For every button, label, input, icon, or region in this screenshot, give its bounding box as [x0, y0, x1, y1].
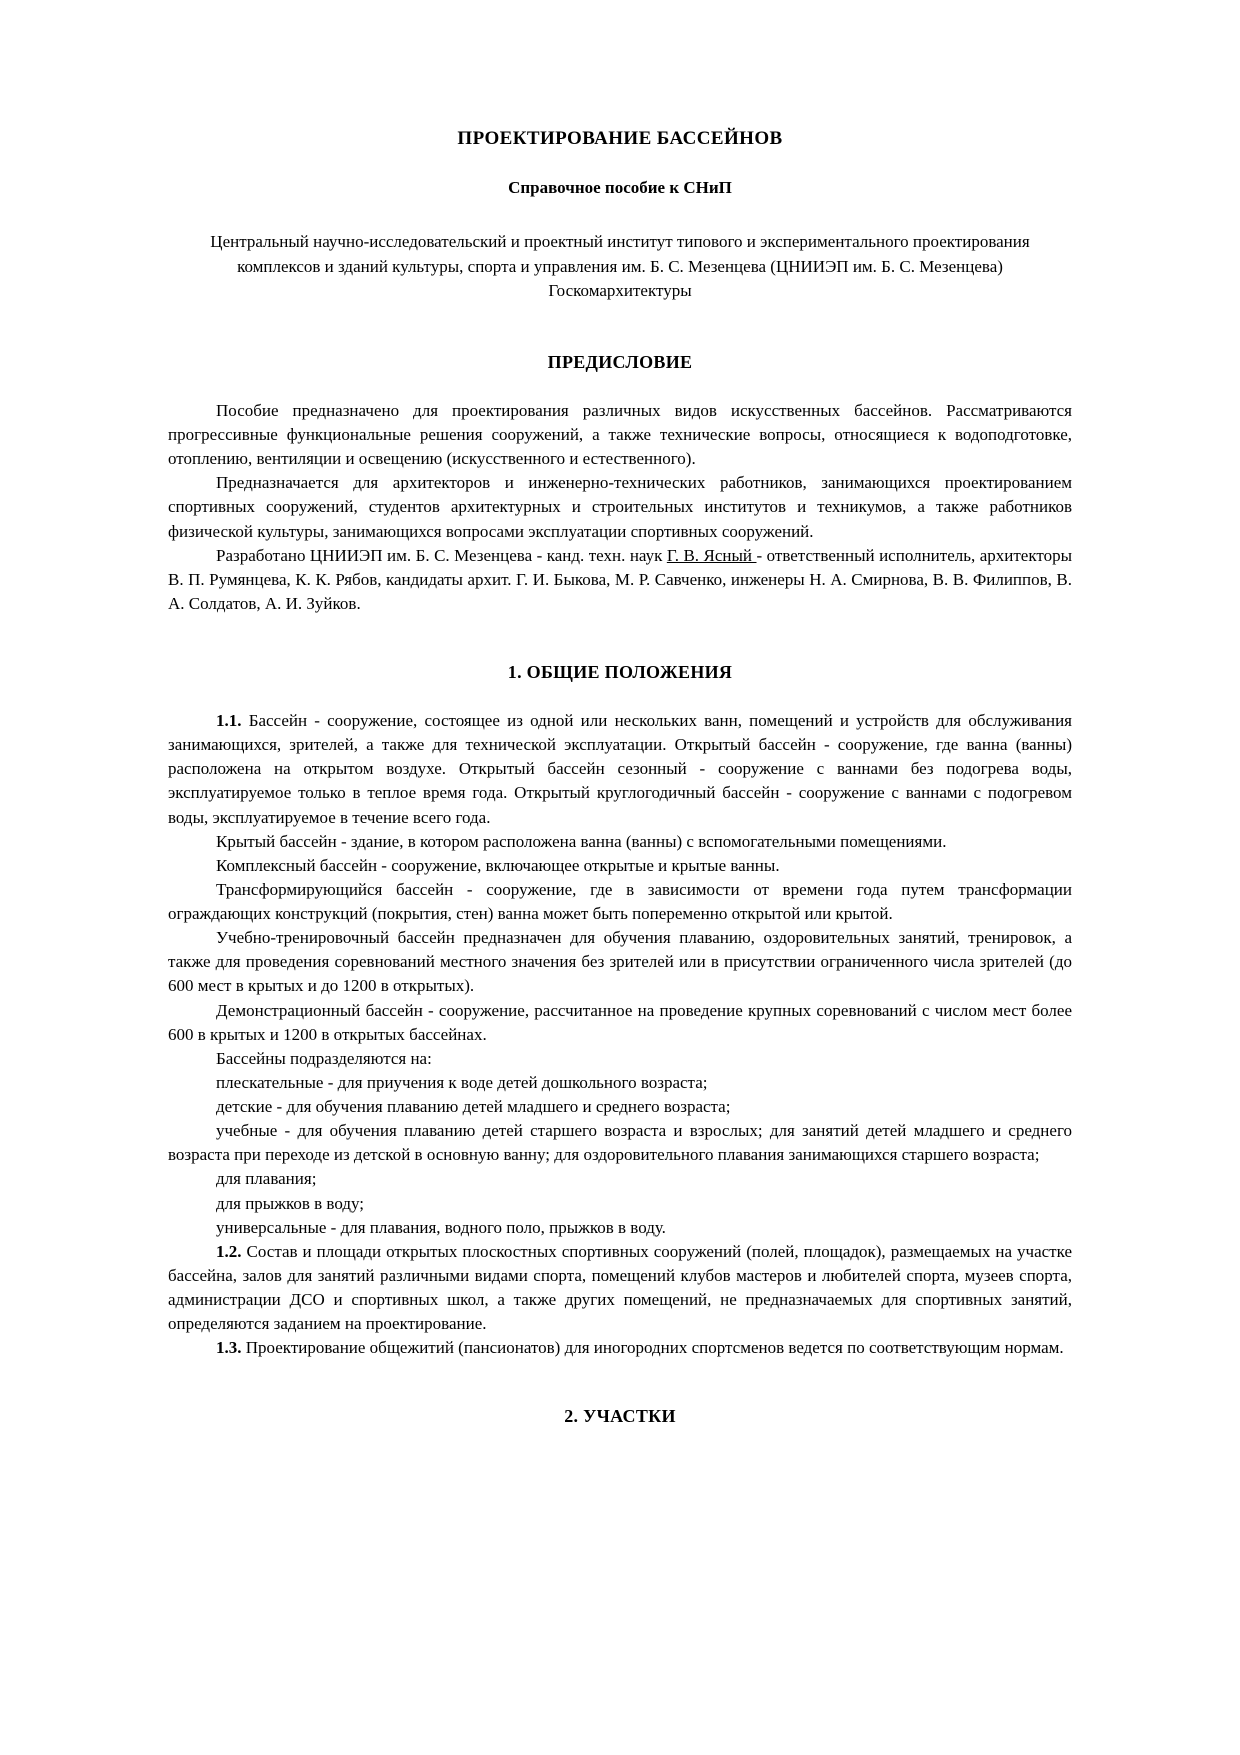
spacer: [168, 1386, 1072, 1406]
preface-heading: ПРЕДИСЛОВИЕ: [547, 351, 693, 372]
clause-1-3: [168, 1336, 1072, 1360]
institute-attribution: Центральный научно-исследовательский и проектный институт типового и экспериментального проектирования комплексов и зданий культуры, спорта и управления им. Б. С. Мезенцева (ЦНИИЭП им. Б. С. Мезенцева) Госкомархитектуры: [210, 232, 1030, 301]
section-1-heading: 1. ОБЩИЕ ПОЛОЖЕНИЯ: [507, 662, 733, 683]
preface-paragraph-2: Предназначается для архитекторов и инженерно-технических работников, занимающихся проектированием спортивных сооружений, студентов архитектурных и строительных институтов и техникумов, а также работников физической культуры, занимающихся вопросами эксплуатации спортивных сооружений.: [168, 473, 1072, 541]
preface-paragraph-1: Пособие предназначено для проектирования различных видов искусственных бассейнов. Рассматриваются прогрессивные функциональные решения сооружений, а также технические вопросы, относящиеся к водоподготовке, отоплению, вентиляции и освещению (искусственного и естественного).: [168, 400, 1072, 469]
clause-1-3-number: 1.3.: [216, 1338, 242, 1358]
preface-author-rest: - ответственный исполнитель, архитекторы В. П. Румянцева, К. К. Рябов, кандидаты архит. Г. И. Быкова, М. Р. Савченко, инженеры Н. А. Смирнова, В. В. Филиппов, В. А. Солдатов, А. И. Зуйков.: [168, 545, 1072, 613]
clause-1-1-number: 1.1.: [216, 711, 242, 731]
clause-1-3-text: Проектирование общежитий (пансионатов) для иногородних спортсменов ведется по соответствующим нормам.: [241, 1338, 1064, 1358]
preface-paragraph-3: [168, 544, 1072, 616]
clause-1-1: [168, 709, 1072, 830]
page-title: ПРОЕКТИРОВАНИЕ БАССЕЙНОВ: [457, 128, 783, 149]
section-2-heading: 2. УЧАСТКИ: [564, 1406, 676, 1427]
preface-author-name: Г. В. Ясный: [666, 545, 757, 565]
clause-1-2-number: 1.2.: [216, 1241, 242, 1261]
paragraph-training-pool: Учебно-тренировочный бассейн предназначен для обучения плаванию, оздоровительных занятий, тренировок, а также для проведения соревнований местного значения без зрителей или в присутствии ограниченного числа зрителей (до 600 мест в крытых и до 1200 в открытых).: [168, 928, 1072, 996]
spacer: [168, 642, 1072, 662]
section-1-body: [168, 709, 1072, 1360]
paragraph-indoor-pool: Крытый бассейн - здание, в котором расположена ванна (ванны) с вспомогательными помещениями.: [216, 831, 947, 851]
paragraph-transform-pool: Трансформирующийся бассейн - сооружение, где в зависимости от времени года путем трансформации ограждающих конструкций (покрытия, стен) ванна может быть попеременно открытой или крытой.: [168, 879, 1072, 924]
list-item-children: детские - для обучения плаванию детей младшего и среднего возраста;: [216, 1097, 731, 1117]
list-item-universal: универсальные - для плавания, водного поло, прыжков в воду.: [216, 1217, 666, 1237]
list-item-diving: для прыжков в воду;: [216, 1193, 364, 1213]
list-item-paddling: плескательные - для приучения к воде детей дошкольного возраста;: [216, 1072, 708, 1092]
clause-1-2: [168, 1240, 1072, 1337]
paragraph-classification-lead: Бассейны подразделяются на:: [216, 1048, 432, 1068]
preface-body: [168, 399, 1072, 616]
document-subtitle: Справочное пособие к СНиП: [508, 178, 732, 197]
paragraph-demo-pool: Демонстрационный бассейн - сооружение, рассчитанное на проведение крупных соревнований с числом мест более 600 в крытых и 1200 в открытых бассейнах.: [168, 1000, 1072, 1044]
clause-1-2-text: Состав и площади открытых плоскостных спортивных сооружений (полей, площадок), размещаемых на участке бассейна, залов для занятий различными видами спорта, помещений клубов мастеров и любителей спорта, музеев спорта, администрации ДСО и спортивных школ, а также других помещений, не предназначаемых для спортивных занятий, определяются заданием на проектирование.: [168, 1241, 1072, 1334]
list-item-educational: учебные - для обучения плаванию детей старшего возраста и взрослых; для занятий детей младшего и среднего возраста при переходе из детской в основную ванну; для оздоровительного плавания занимающихся старшего возраста;: [168, 1121, 1072, 1165]
clause-1-1-text: Бассейн - сооружение, состоящее из одной или нескольких ванн, помещений и устройств для обслуживания занимающихся, зрителей, а также для технической эксплуатации. Открытый бассейн - сооружение, где ванна (ванны) расположена на открытом воздухе. Открытый бассейн сезонный - сооружение с ваннами без подогрева воды, эксплуатируемое только в теплое время года. Открытый круглогодичный бассейн - сооружение с ваннами с подогревом воды, эксплуатируемое в течение всего года.: [168, 711, 1072, 827]
preface-author-lead: Разработано ЦНИИЭП им. Б. С. Мезенцева - канд. техн. наук: [216, 545, 667, 565]
list-item-swimming: для плавания;: [216, 1169, 317, 1189]
paragraph-complex-pool: Комплексный бассейн - сооружение, включающее открытые и крытые ванны.: [216, 855, 780, 875]
